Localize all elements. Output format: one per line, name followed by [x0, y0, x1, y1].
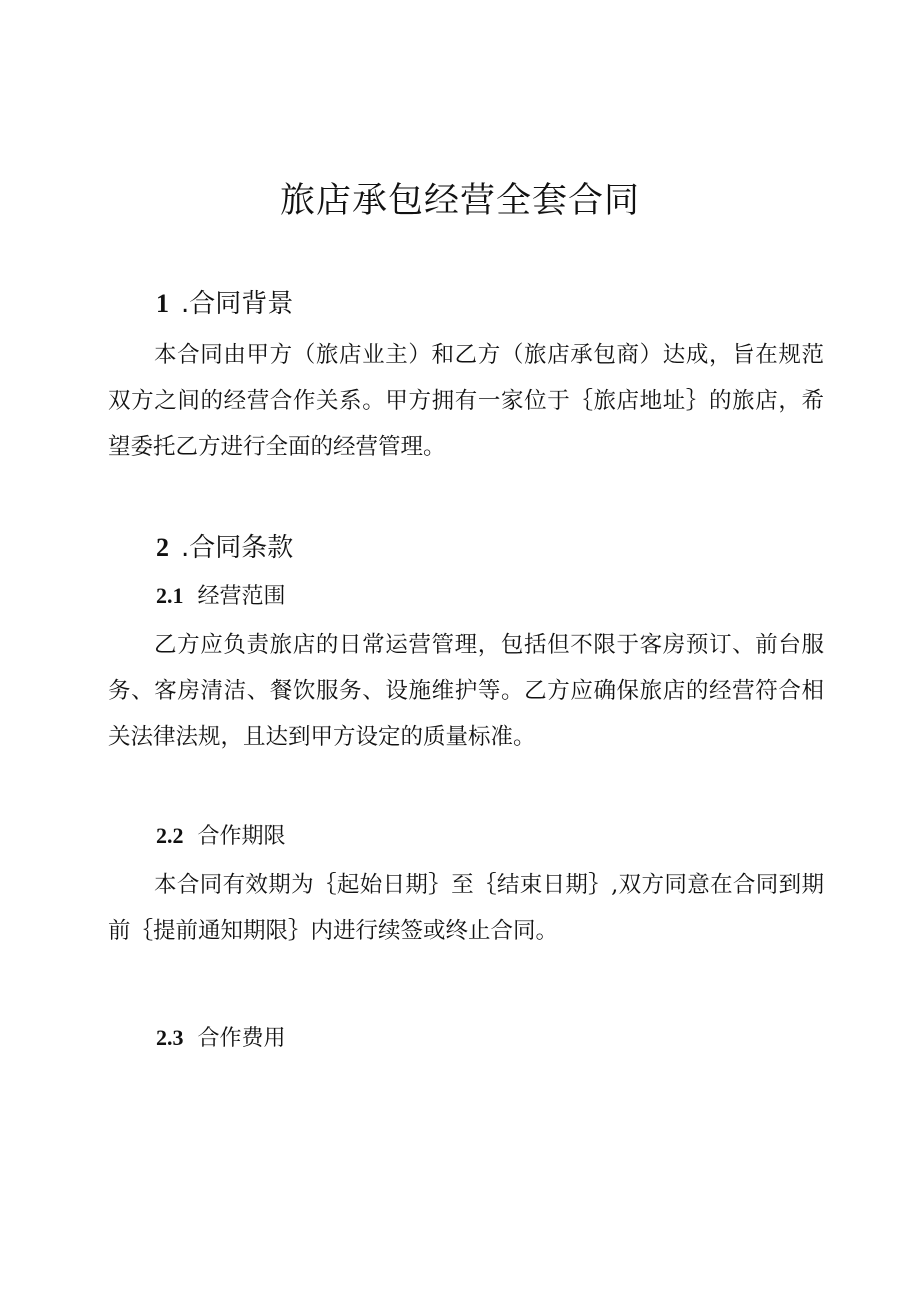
subsection-2-2-paragraph: 本合同有效期为｛起始日期｝至｛结束日期｝,双方同意在合同到期前｛提前通知期限｝内进行续签或终止合同。 — [108, 872, 824, 944]
subsection-2-3-title: 合作费用 — [197, 1026, 286, 1051]
subsection-2-2-number: 2.2 — [156, 823, 184, 848]
section-1-paragraph: 本合同由甲方（旅店业主）和乙方（旅店承包商）达成，旨在规范双方之间的经营合作关系。甲方拥有一家位于｛旅店地址｝的旅店，希望委托乙方进行全面的经营管理。 — [108, 342, 824, 460]
subsection-2-1-paragraph: 乙方应负责旅店的日常运营管理，包括但不限于客房预订、前台服务、客房清洁、餐饮服务、设施维护等。乙方应确保旅店的经营符合相关法律法规，且达到甲方设定的质量标准。 — [108, 632, 824, 750]
subsection-2-1-heading — [156, 580, 286, 613]
section-2-heading — [156, 530, 293, 566]
subsection-2-3-heading — [156, 1022, 286, 1055]
document-title: 旅店承包经营全套合同 — [279, 181, 640, 221]
section-1-number: 1 — [156, 289, 169, 318]
subsection-2-1-title: 经营范围 — [197, 584, 286, 609]
subsection-2-3-number: 2.3 — [156, 1025, 184, 1050]
section-1-heading — [156, 286, 293, 322]
subsection-2-2-title: 合作期限 — [197, 824, 286, 849]
subsection-2-1-number: 2.1 — [156, 583, 184, 608]
section-2-title: .合同条款 — [181, 533, 294, 563]
section-2-number: 2 — [156, 533, 169, 562]
section-1-title: .合同背景 — [181, 289, 294, 319]
subsection-2-2-heading — [156, 820, 286, 853]
